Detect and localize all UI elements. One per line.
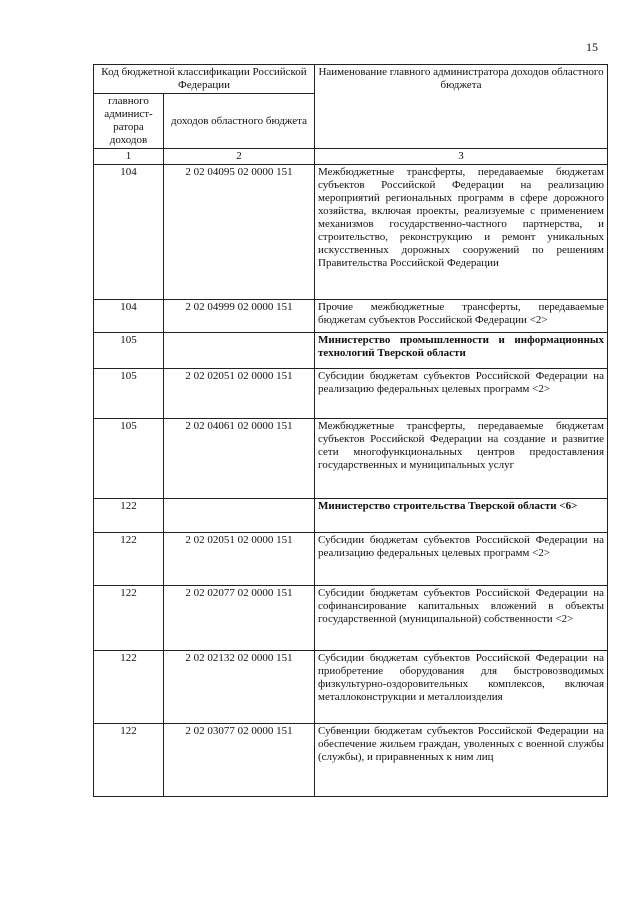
- revenue-code-cell: [164, 499, 315, 533]
- table-row: [94, 651, 608, 724]
- revenue-code-cell: [164, 333, 315, 369]
- column-number-1: 1: [94, 149, 164, 165]
- table-row: [94, 724, 608, 797]
- revenue-description-cell: Субвенции бюджетам субъектов Российской Федерации на обеспечение жильем граждан, уволенных с военной службы (службы), и приравненных к ним лиц: [315, 724, 608, 797]
- table-row: [94, 300, 608, 333]
- revenue-code-cell: 2 02 02051 02 0000 151: [164, 533, 315, 586]
- revenue-description-cell: Субсидии бюджетам субъектов Российской Федерации на приобретение оборудования для быстровозводимых физкультурно-оздоровительных комплексов, включая металлоконструкции и металлоизделия: [315, 651, 608, 724]
- revenue-description-cell: Межбюджетные трансферты, передаваемые бюджетам субъектов Российской Федерации на реализацию мероприятий региональных программ в сфере дорожного хозяйства, включая проекты, реализуемые с применением механизмов государственно-частного партнерства, и строительство, реконструкцию и ремонт уникальных искусственных дорожных сооружений по решениям Правительства Российской Федерации: [315, 165, 608, 300]
- header-regional-revenue: доходов областного бюджета: [164, 94, 315, 149]
- header-group-budget-code: Код бюджетной классификации Российской Федерации: [94, 65, 315, 94]
- table-row: [94, 533, 608, 586]
- admin-code-cell: 105: [94, 369, 164, 419]
- revenue-code-cell: 2 02 02132 02 0000 151: [164, 651, 315, 724]
- column-number-3: 3: [315, 149, 608, 165]
- table-row: [94, 419, 608, 499]
- revenue-code-cell: 2 02 04061 02 0000 151: [164, 419, 315, 499]
- table-row: [94, 369, 608, 419]
- admin-code-cell: 122: [94, 586, 164, 651]
- admin-code-cell: 122: [94, 724, 164, 797]
- admin-code-cell: 122: [94, 499, 164, 533]
- ministry-name-cell: Министерство строительства Тверской области <6>: [315, 499, 608, 533]
- table-row: [94, 586, 608, 651]
- revenue-description-cell: Межбюджетные трансферты, передаваемые бюджетам субъектов Российской Федерации на создание и развитие сети многофункциональных центров предоставления государственных и муниципальных услуг: [315, 419, 608, 499]
- page-number: 15: [586, 40, 598, 54]
- revenue-description-cell: Субсидии бюджетам субъектов Российской Федерации на софинансирование капитальных вложений в объекты государственной (муниципальной) собственности <2>: [315, 586, 608, 651]
- revenue-code-cell: 2 02 03077 02 0000 151: [164, 724, 315, 797]
- revenue-description-cell: Субсидии бюджетам субъектов Российской Федерации на реализацию федеральных целевых программ <2>: [315, 369, 608, 419]
- table-body: [94, 165, 608, 797]
- revenue-description-cell: Субсидии бюджетам субъектов Российской Федерации на реализацию федеральных целевых программ <2>: [315, 533, 608, 586]
- admin-code-cell: 105: [94, 333, 164, 369]
- table-row: [94, 333, 608, 369]
- admin-code-cell: 122: [94, 651, 164, 724]
- revenue-code-cell: 2 02 02051 02 0000 151: [164, 369, 315, 419]
- header-admin-name: Наименование главного администратора доходов областного бюджета: [315, 65, 608, 149]
- revenue-description-cell: Прочие межбюджетные трансферты, передаваемые бюджетам субъектов Российской Федерации <2>: [315, 300, 608, 333]
- revenue-code-cell: 2 02 04095 02 0000 151: [164, 165, 315, 300]
- budget-classification-table: [93, 64, 608, 797]
- admin-code-cell: 104: [94, 165, 164, 300]
- column-number-2: 2: [164, 149, 315, 165]
- revenue-code-cell: 2 02 02077 02 0000 151: [164, 586, 315, 651]
- table-row: [94, 499, 608, 533]
- ministry-name-cell: Министерство промышленности и информационных технологий Тверской области: [315, 333, 608, 369]
- revenue-code-cell: 2 02 04999 02 0000 151: [164, 300, 315, 333]
- admin-code-cell: 104: [94, 300, 164, 333]
- table-row: [94, 165, 608, 300]
- header-chief-admin: главного админист-ратора доходов: [94, 94, 164, 149]
- admin-code-cell: 105: [94, 419, 164, 499]
- admin-code-cell: 122: [94, 533, 164, 586]
